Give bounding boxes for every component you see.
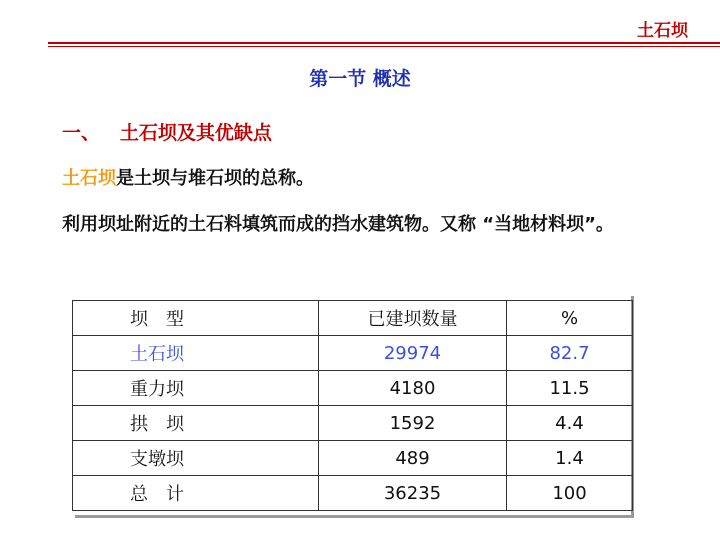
count-cell: 1592 (319, 406, 507, 441)
heading-number: 一、 (62, 122, 101, 144)
header-cell-count: 已建坝数量 (319, 301, 507, 336)
section-heading (62, 118, 272, 145)
slide-header-title: 土石坝 (637, 21, 688, 41)
heading-text: 土石坝及其优缺点 (119, 122, 272, 144)
dam-type-cell: 重力坝 (73, 371, 319, 406)
header-cell-dam-type: 坝 型 (73, 301, 319, 336)
definition-text: 是土坝与堆石坝的总称。 (116, 168, 314, 189)
header-cell-percent: % (507, 301, 633, 336)
dam-type-cell: 土石坝 (73, 336, 319, 371)
dam-type-cell: 支墩坝 (73, 441, 319, 476)
definition-paragraph (62, 164, 314, 190)
count-cell: 489 (319, 441, 507, 476)
header-divider-thin (48, 46, 720, 47)
percent-cell: 11.5 (507, 371, 633, 406)
percent-cell: 4.4 (507, 406, 633, 441)
section-title: 第一节 概述 (309, 68, 411, 90)
table-header-row (73, 301, 633, 336)
header-divider-thick (48, 42, 720, 44)
table-total-row (73, 476, 633, 511)
count-cell: 4180 (319, 371, 507, 406)
dam-type-cell: 总 计 (73, 476, 319, 511)
percent-cell: 82.7 (507, 336, 633, 371)
table-row (73, 336, 633, 371)
definition-term: 土石坝 (62, 168, 116, 189)
count-cell: 36235 (319, 476, 507, 511)
table-row (73, 406, 633, 441)
description-paragraph: 利用坝址附近的土石料填筑而成的挡水建筑物。又称 “当地材料坝”。 (62, 214, 614, 235)
percent-cell: 100 (507, 476, 633, 511)
percent-cell: 1.4 (507, 441, 633, 476)
table-shadow-bottom (75, 515, 634, 518)
dam-statistics-table (72, 300, 633, 511)
count-cell: 29974 (319, 336, 507, 371)
table-row (73, 371, 633, 406)
table-row (73, 441, 633, 476)
dam-type-cell: 拱 坝 (73, 406, 319, 441)
